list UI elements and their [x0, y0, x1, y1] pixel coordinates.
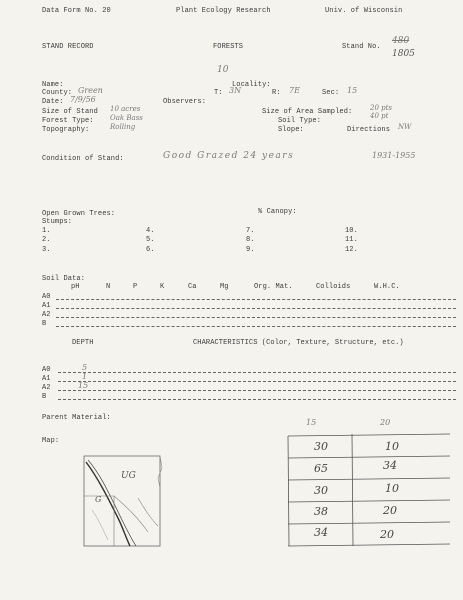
stump-2: 2.: [42, 236, 51, 244]
tally-r4-c2: 20: [383, 504, 397, 517]
soil-row-line: [56, 317, 456, 318]
directions-value: NW: [398, 123, 412, 131]
date-value: 7/9/56: [70, 95, 96, 104]
map-annotation-g: G: [95, 495, 102, 504]
depth-a2-value: 15: [78, 381, 89, 390]
date-label: Date:: [42, 98, 64, 106]
soil-row-line: [56, 326, 456, 327]
horizon-b-depth: B: [42, 393, 47, 401]
depth-a1-value: 1: [82, 372, 88, 381]
soil-row-line: [56, 299, 456, 300]
soil-type-label: Soil Type:: [278, 117, 322, 125]
tally-grid: [284, 428, 454, 558]
stumps-label: Stumps:: [42, 218, 73, 226]
tally-r2-c2: 34: [383, 459, 397, 472]
horizon-a1: A1: [42, 302, 51, 310]
forest-type-label: Forest Type:: [42, 117, 94, 125]
sec-value: 15: [347, 86, 358, 95]
size-stand-label: Size of Stand: [42, 108, 98, 116]
condition-label: Condition of Stand:: [42, 155, 124, 163]
soil-data-title: Soil Data:: [42, 275, 86, 283]
depth-a0-value: 5: [82, 363, 88, 372]
depth-row-line: [58, 390, 456, 391]
map-annotation-ug: UG: [121, 471, 136, 481]
stump-12: 12.: [345, 246, 358, 254]
soil-col-p: P: [133, 283, 138, 291]
size-area-label: Size of Area Sampled:: [262, 108, 353, 116]
soil-col-ca: Ca: [188, 283, 197, 291]
tally-header-1: 15: [306, 418, 317, 427]
parent-material-label: Parent Material:: [42, 414, 111, 422]
organization: Plant Ecology Research: [176, 7, 271, 15]
size-stand-value: 10 acres: [110, 105, 141, 113]
depth-row-line: [58, 399, 456, 400]
t-value: 3N: [229, 86, 242, 95]
soil-type-value: 40 pt: [370, 112, 389, 120]
stump-3: 3.: [42, 246, 51, 254]
tally-r3-c2: 10: [385, 482, 399, 495]
open-grown-label: Open Grown Trees:: [42, 210, 116, 218]
stand-no-crossed: 480: [392, 36, 410, 46]
county-value: Green: [78, 86, 103, 95]
canopy-label: % Canopy:: [258, 208, 297, 216]
map-label: Map:: [42, 437, 60, 445]
stump-4: 4.: [146, 227, 155, 235]
soil-col-k: K: [160, 283, 165, 291]
characteristics-label: CHARACTERISTICS (Color, Texture, Structure, etc.): [193, 339, 404, 347]
horizon-a0: A0: [42, 293, 51, 301]
soil-row-line: [56, 308, 456, 309]
stump-9: 9.: [246, 246, 255, 254]
condition-years: 1931-1955: [372, 151, 416, 160]
soil-col-whc: W.H.C.: [374, 283, 400, 291]
stand-no-value: 1805: [392, 49, 415, 59]
tally-header-2: 20: [380, 418, 391, 427]
horizon-a0-depth: A0: [42, 366, 51, 374]
stump-1: 1.: [42, 227, 51, 235]
stand-record-heading: STAND RECORD: [42, 43, 94, 51]
topography-label: Topography:: [42, 126, 90, 134]
observers-label: Observers:: [163, 98, 207, 106]
sec-label: Sec:: [322, 89, 340, 97]
r-value: 7E: [289, 86, 300, 95]
stump-5: 5.: [146, 236, 155, 244]
slope-label: Slope:: [278, 126, 304, 134]
stump-10: 10.: [345, 227, 358, 235]
topography-value: Rolling: [110, 123, 136, 131]
stump-6: 6.: [146, 246, 155, 254]
tally-r3-c1: 30: [314, 484, 328, 497]
stump-11: 11.: [345, 236, 358, 244]
county-label: County:: [42, 89, 73, 97]
tally-r4-c1: 38: [314, 505, 328, 518]
directions-label: Directions: [347, 126, 391, 134]
stump-7: 7.: [246, 227, 255, 235]
stand-map-sketch: [78, 448, 168, 554]
horizon-a2-depth: A2: [42, 384, 51, 392]
depth-row-line: [58, 372, 456, 373]
name-label: Name:: [42, 81, 64, 89]
soil-col-colloids: Colloids: [316, 283, 351, 291]
form-number: Data Form No. 20: [42, 7, 111, 15]
depth-label: DEPTH: [72, 339, 94, 347]
horizon-b: B: [42, 320, 47, 328]
soil-col-n: N: [106, 283, 111, 291]
forest-type-value: Oak Bass: [110, 114, 143, 122]
forests-heading: FORESTS: [213, 43, 244, 51]
tally-r2-c1: 65: [314, 462, 328, 475]
horizon-a2: A2: [42, 311, 51, 319]
condition-value: Good Grazed 24 years: [163, 151, 295, 161]
stand-no-label: Stand No.: [342, 43, 381, 51]
soil-col-org: Org. Mat.: [254, 283, 293, 291]
locality-value: 10: [217, 65, 229, 75]
university: Univ. of Wisconsin: [325, 7, 403, 15]
locality-label: Locality:: [232, 81, 271, 89]
stump-8: 8.: [246, 236, 255, 244]
depth-row-line: [58, 381, 456, 382]
tally-r1-c2: 10: [385, 440, 399, 453]
t-label: T:: [214, 89, 223, 97]
soil-col-mg: Mg: [220, 283, 229, 291]
tally-r5-c1: 34: [314, 526, 328, 539]
tally-r1-c1: 30: [314, 440, 328, 453]
size-area-value: 20 pts: [370, 104, 393, 112]
soil-col-ph: pH: [71, 283, 80, 291]
horizon-a1-depth: A1: [42, 375, 51, 383]
tally-r5-c2: 20: [380, 528, 394, 541]
r-label: R:: [272, 89, 281, 97]
